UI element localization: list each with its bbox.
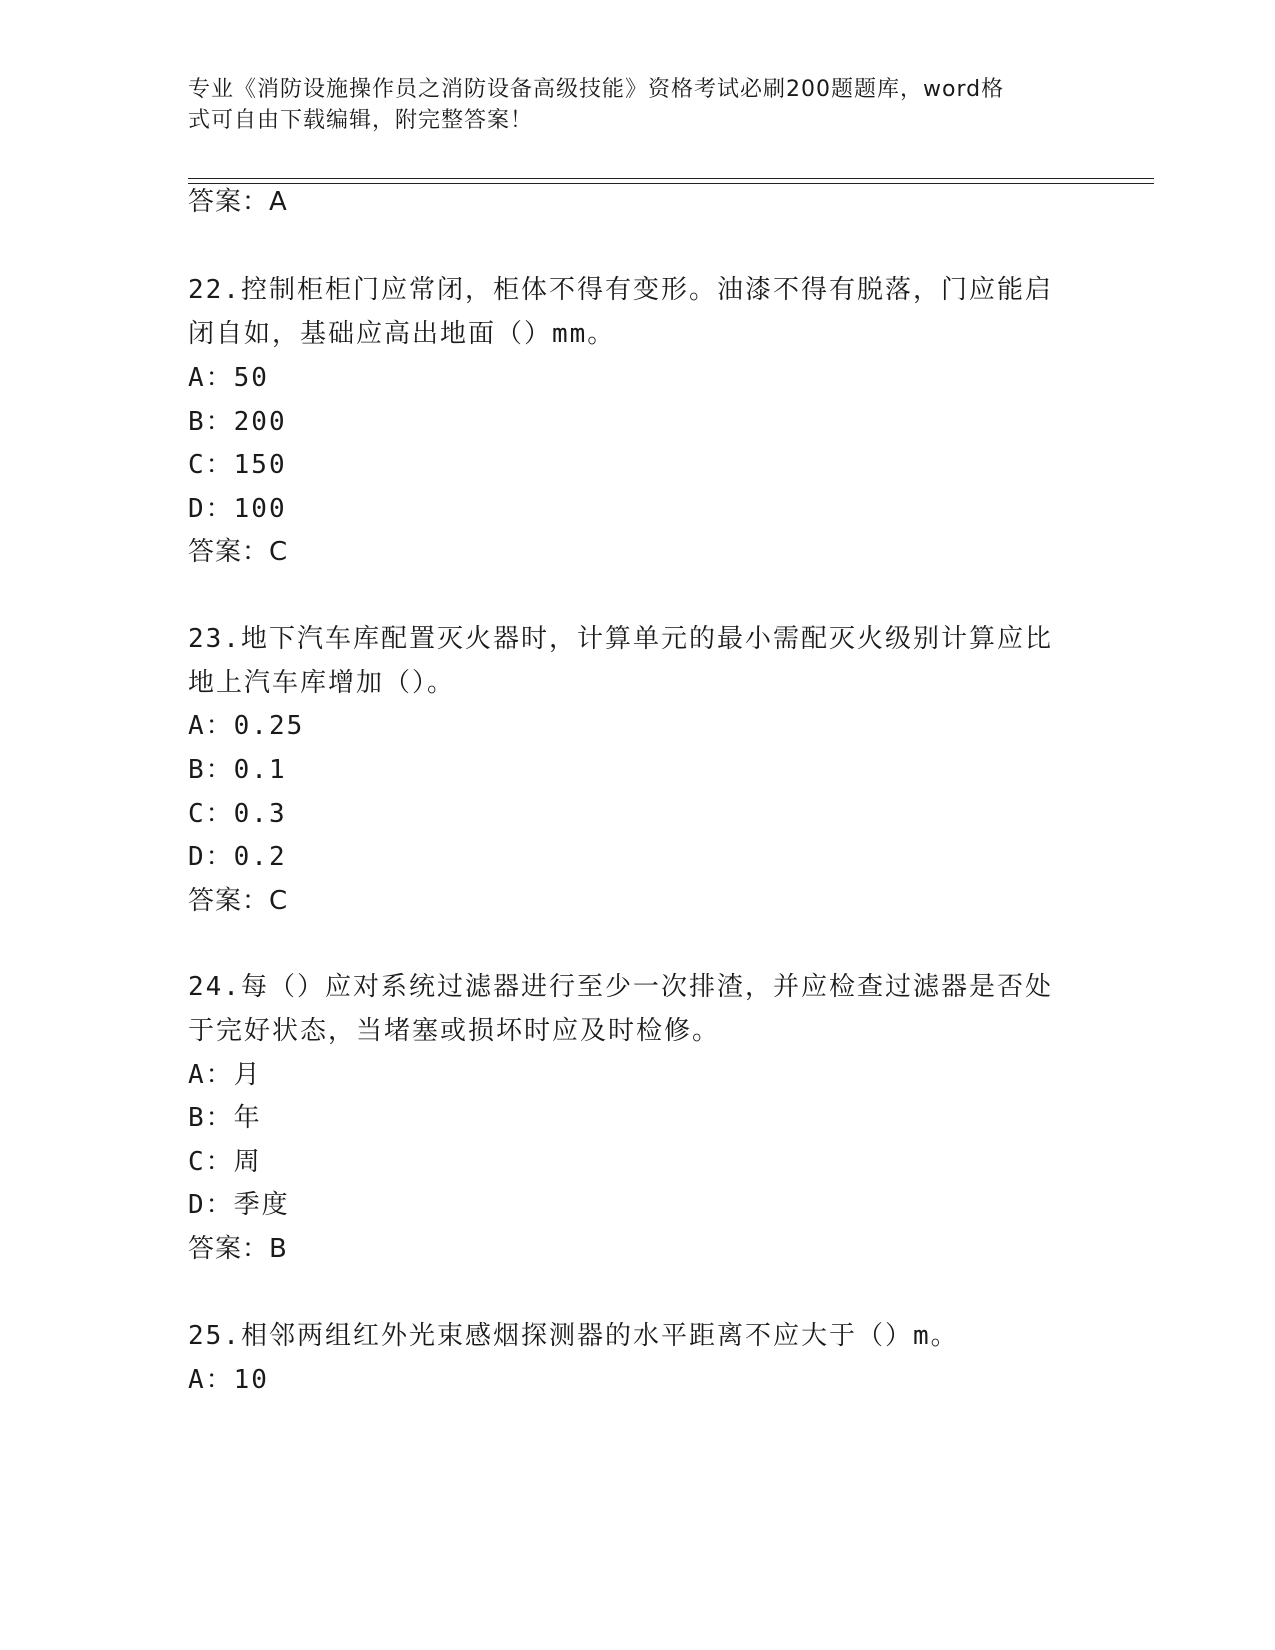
header-divider-bottom (188, 183, 1154, 184)
question-23-option-c: C：0.3 (188, 799, 287, 829)
question-24-answer: 答案：B (188, 1234, 288, 1264)
question-24-option-a: A：月 (188, 1060, 262, 1090)
question-23-option-a: A：0.25 (188, 711, 305, 741)
question-22-option-d: D：100 (188, 494, 287, 524)
question-23-option-d: D：0.2 (188, 842, 287, 872)
question-23-stem-line-2: 地上汽车库增加（）。 (188, 668, 456, 698)
question-23-stem-line-1: 23.地下汽车库配置灭火器时，计算单元的最小需配灭火级别计算应比 (188, 624, 1053, 654)
previous-answer: 答案：A (188, 187, 288, 217)
question-24-stem-line-2: 于完好状态，当堵塞或损坏时应及时检修。 (188, 1016, 721, 1046)
question-22-stem-line-2: 闭自如，基础应高出地面（）mm。 (188, 319, 616, 349)
header-line-2: 式可自由下载编辑，附完整答案！ (188, 108, 534, 133)
question-25-stem-line-1: 25.相邻两组红外光束感烟探测器的水平距离不应大于（）m。 (188, 1321, 959, 1351)
header-divider-top (188, 178, 1154, 179)
question-23-option-b: B：0.1 (188, 755, 287, 785)
question-22-answer: 答案：C (188, 537, 289, 567)
document-header (188, 74, 1068, 136)
question-22-option-b: B：200 (188, 407, 287, 437)
question-22-option-a: A：50 (188, 363, 269, 393)
header-line-1: 专业《消防设施操作员之消防设备高级技能》资格考试必刷200题题库，word格 (188, 77, 1005, 102)
question-24-option-d: D：季度 (188, 1190, 290, 1220)
question-24-stem-line-1: 24.每（）应对系统过滤器进行至少一次排渣，并应检查过滤器是否处 (188, 972, 1053, 1002)
question-23-answer: 答案：C (188, 886, 289, 916)
question-22-option-c: C：150 (188, 450, 287, 480)
question-22-stem-line-1: 22.控制柜柜门应常闭，柜体不得有变形。油漆不得有脱落，门应能启 (188, 275, 1053, 305)
question-25-option-a: A：10 (188, 1365, 269, 1395)
question-24-option-b: B：年 (188, 1103, 262, 1133)
question-24-option-c: C：周 (188, 1147, 262, 1177)
